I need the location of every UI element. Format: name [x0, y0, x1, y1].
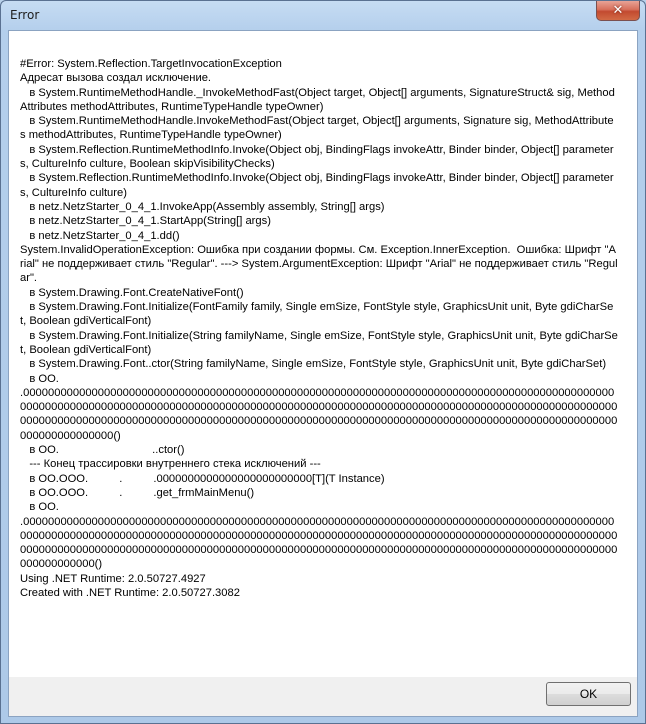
message-line: .00000000000000000000000000000000000000000000000000000000000000000000000000000000000000000000000000000000000000000000000000000000000000000000000000000000000000000000000000000000000000000000000000000000000000000000000000000000000000000000000000000000000000000000000000000000000000000000000000000000000000() [20, 386, 618, 442]
message-line: в System.Drawing.Font..ctor(String familyName, Single emSize, FontStyle style, GraphicsUnit unit, Byte gdiCharSet) [20, 358, 607, 371]
message-line: .00000000000000000000000000000000000000000000000000000000000000000000000000000000000000000000000000000000000000000000000000000000000000000000000000000000000000000000000000000000000000000000000000000000000000000000000000000000000000000000000000000000000000000000000000000000000000000000000000000000000() [20, 515, 618, 571]
message-line: Адресат вызова создал исключение. [20, 72, 212, 85]
message-line: в System.Reflection.RuntimeMethodInfo.Invoke(Object obj, BindingFlags invokeAttr, Binder binder, Object[] parameters, CultureInfo culture) [20, 172, 614, 199]
window-title: Error [10, 8, 40, 22]
close-icon: ✕ [612, 3, 624, 18]
message-line: в OO. [20, 372, 59, 385]
message-line: в System.RuntimeMethodHandle.InvokeMethodFast(Object target, Object[] arguments, Signature sig, MethodAttributes methodAttributes, RuntimeTypeHandle typeOwner) [20, 115, 614, 142]
message-line: в System.Drawing.Font.CreateNativeFont() [20, 286, 244, 299]
message-line: в System.RuntimeMethodHandle._InvokeMethodFast(Object target, Object[] arguments, SignatureStruct& sig, MethodAttributes methodAttributes, RuntimeTypeHandle typeOwner) [20, 86, 615, 113]
message-line: #Error: System.Reflection.TargetInvocationException [20, 58, 282, 70]
message-line: в OO. [20, 501, 59, 514]
message-line: в netz.NetzStarter_0_4_1.InvokeApp(Assembly assembly, String[] args) [20, 200, 385, 213]
message-line: в OO.OOO. . .0000000000000000000000000[T](T Instance) [20, 472, 385, 485]
message-line: в System.Reflection.RuntimeMethodInfo.Invoke(Object obj, BindingFlags invokeAttr, Binder binder, Object[] parameters, CultureInfo culture, Boolean skipVisibilityChecks) [20, 143, 614, 171]
title-bar[interactable] [1, 1, 645, 31]
close-button[interactable] [596, 1, 640, 21]
message-line: в OO.OOO. . .get_frmMainMenu() [20, 486, 255, 499]
message-line: в netz.NetzStarter_0_4_1.dd() [20, 229, 180, 242]
message-line: --- Конец трассировки внутреннего стека исключений --- [20, 458, 321, 471]
message-line: в System.Drawing.Font.Initialize(FontFamily family, Single emSize, FontStyle style, GraphicsUnit unit, Byte gdiCharSet, Boolean gdiVerticalFont) [20, 301, 614, 328]
message-line: Created with .NET Runtime: 2.0.50727.3082 [20, 586, 240, 599]
ok-button[interactable]: OK [546, 682, 631, 706]
message-panel [9, 31, 637, 677]
message-line: в netz.NetzStarter_0_4_1.StartApp(String[] args) [20, 215, 271, 228]
message-line: в System.Drawing.Font.Initialize(String familyName, Single emSize, FontStyle style, GraphicsUnit unit, Byte gdiCharSet, Boolean gdiVerticalFont) [20, 329, 618, 356]
message-line: Using .NET Runtime: 2.0.50727.4927 [20, 572, 206, 585]
message-line: System.InvalidOperationException: Ошибка при создании формы. См. Exception.InnerException. Ошибка: Шрифт "Arial" не поддерживает стиль "Regular". ---> System.ArgumentException: Шрифт "Arial" не поддерживает стиль "Regular". [20, 243, 618, 285]
dialog-client-area [8, 30, 638, 717]
message-line: в OO. ..ctor() [20, 444, 185, 457]
error-message-text [20, 57, 618, 600]
